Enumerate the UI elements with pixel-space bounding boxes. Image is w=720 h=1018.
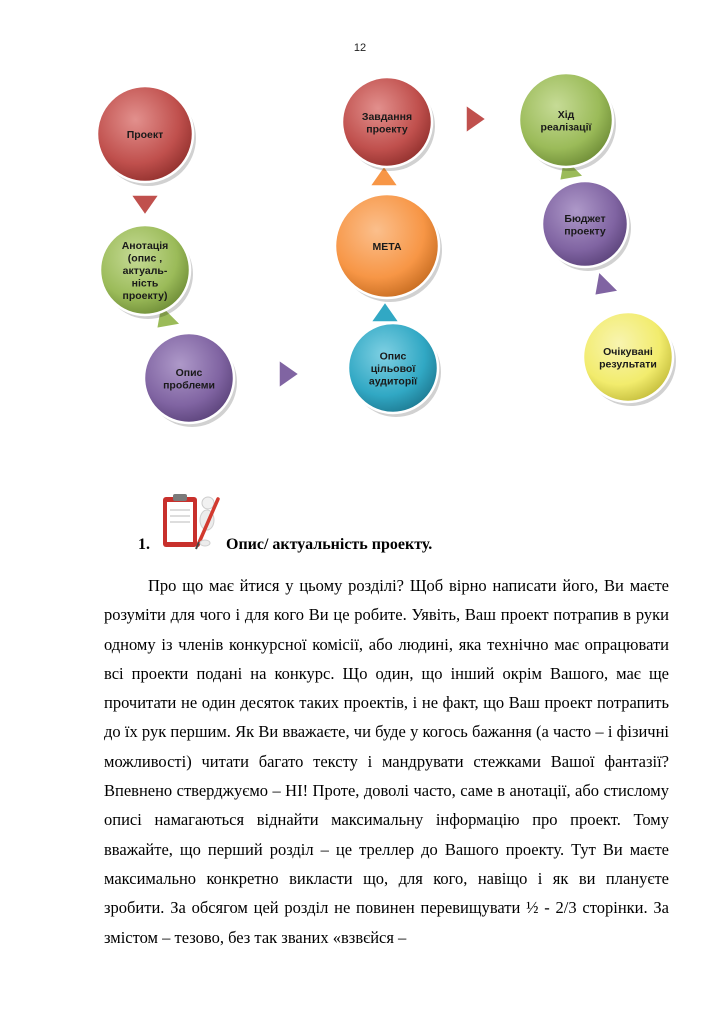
diagram-node-meta bbox=[335, 194, 442, 302]
diagram-node-zavdannia bbox=[342, 77, 435, 171]
diagram-node-label: Завдання проекту bbox=[361, 110, 413, 136]
page-number: 12 bbox=[353, 42, 367, 54]
diagram-node-opys-problemy bbox=[144, 333, 237, 427]
flow-arrow-problemy-to-audytorii bbox=[279, 360, 299, 388]
flow-arrow-zavdannia-to-khid bbox=[466, 105, 486, 133]
diagram-node-proekt bbox=[97, 86, 196, 186]
diagram-node-label: Опис проблеми bbox=[163, 366, 215, 392]
diagram-node-label: Проект bbox=[126, 129, 164, 141]
diagram-node-label: Бюджет проекту bbox=[564, 212, 606, 238]
flow-diagram bbox=[0, 0, 720, 440]
body-paragraph: Про що має йтися у цьому розділі? Щоб вірно написати його, Ви маєте розуміти для чого і для кого Ви це робите. Уявіть, Ваш проект потрапив в руки одному із членів конкурсної комісії, або людині, яка технічно має опрацювати всі проекти подані на конкурс. Що один, що інший окрім Вашого, має ще прочитати не один десяток таких проектів, і не факт, що Ваш проект потрапить до їх рук першим. Як Ви вважаєте, чи буде у когось бажання (а часто – і фізичні можливості) читати багато тексту і мандрувати стежками Вашої фантазії? Впевнено стверджуємо – НІ! Проте, доволі часто, саме в анотації, або стислому описі намагаються віднайти максимальну інформацію про проект. Тому вважайте, що перший розділ – це треллер до Вашого проекту. Тут Ви маєте максимально конкретно викласти що, для кого, навіщо і як ви плануєте зробити. За обсягом цей розділ не повинен перевищувати ½ - 2/3 сторінки. За змістом – тезово, без так званих «взвєйся – bbox=[104, 576, 669, 947]
section-heading bbox=[138, 536, 658, 554]
diagram-node-biudzhet bbox=[542, 181, 631, 271]
flow-arrow-biudzhet-to-rezultaty bbox=[585, 271, 619, 305]
flow-arrow-proekt-to-anotatsiia bbox=[131, 195, 159, 215]
diagram-node-label: Анотація (опис , актуаль-ність проекту) bbox=[121, 240, 169, 302]
diagram-node-label: Опис цільової аудиторії bbox=[368, 350, 418, 388]
flow-arrow-audytorii-to-meta bbox=[371, 302, 399, 322]
diagram-node-label: Хід реалізації bbox=[540, 108, 592, 134]
diagram-node-opys-audytorii bbox=[348, 323, 441, 417]
diagram-node-khid bbox=[519, 73, 616, 171]
section-title: Опис/ актуальність проекту. bbox=[226, 536, 433, 553]
diagram-node-label: Очікувані результати bbox=[599, 345, 657, 371]
diagram-node-rezultaty bbox=[583, 312, 676, 406]
diagram-node-anotatsiia bbox=[100, 225, 193, 319]
diagram-node-label: МЕТА bbox=[372, 241, 402, 253]
section-number: 1. bbox=[138, 536, 150, 553]
